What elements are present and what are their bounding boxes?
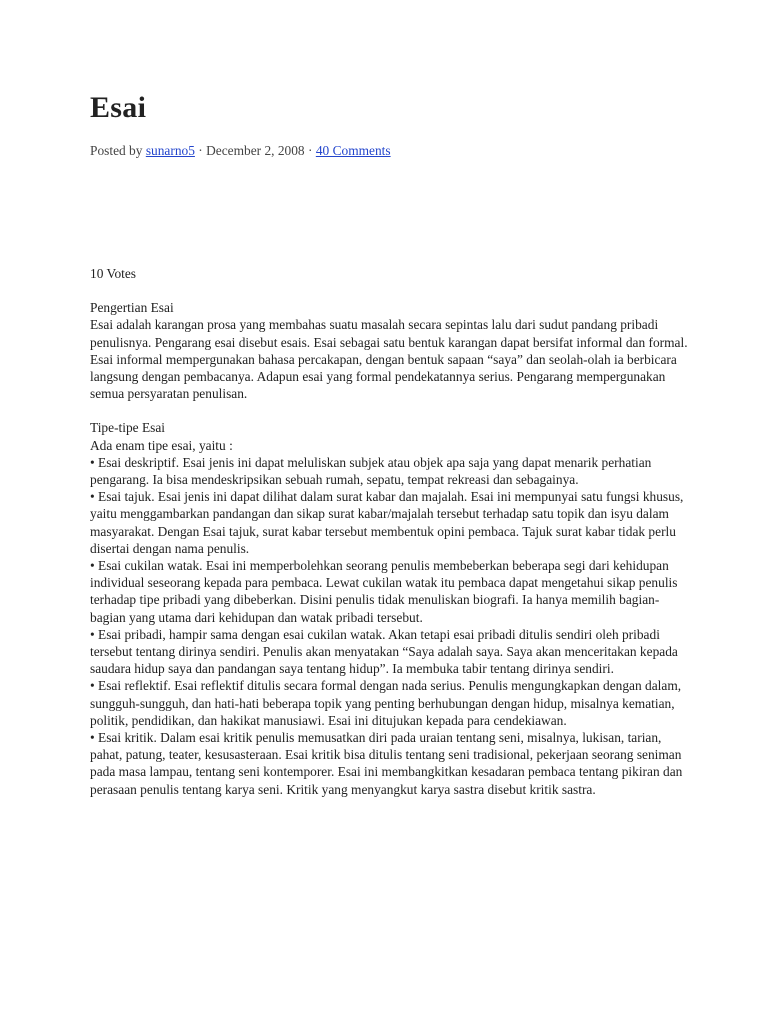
section-tipe <box>90 419 690 797</box>
section-pengertian <box>90 299 690 402</box>
paragraph: Esai adalah karangan prosa yang membahas suatu masalah secara sepintas lalu dari sudut pandang pribadi penulisnya. Pengarang esai disebut esais. Esai sebagai satu bentuk karangan dapat bersifat informal dan formal. Esai informal mempergunakan bahasa percakapan, dengan bentuk sapaan “saya” dan seolah-olah ia berbicara langsung dengan pembacanya. Adapun esai yang formal pendekatannya serius. Pengarang mempergunakan semua persyaratan penulisan. <box>90 317 688 402</box>
meta-separator: · <box>308 143 313 158</box>
list-item: • Esai deskriptif. Esai jenis ini dapat meluliskan subjek atau objek apa saja yang dapat menarik perhatian pengarang. Ia bisa mendeskripsikan sebuah rumah, sepatu, tempat rekreasi dan sebagainya. <box>90 454 652 488</box>
list-item: • Esai tajuk. Esai jenis ini dapat dilihat dalam surat kabar dan majalah. Esai ini mempunyai satu fungsi khusus, yaitu menggambarkan pandangan dan sikap surat kabar/majalah tersebut terhadap satu topik dan isyu dalam masyarakat. Dengan Esai tajuk, surat kabar tersebut membentuk opini pembaca. Tajuk surat kabar tidak perlu disertai dengan nama penulis. <box>90 489 684 556</box>
post-date: December 2, 2008 <box>206 143 305 158</box>
comments-link[interactable]: 40 Comments <box>315 143 391 158</box>
author-link[interactable]: sunarno5 <box>145 143 195 158</box>
list-item: • Esai reflektif. Esai reflektif ditulis secara formal dengan nada serius. Penulis mengungkapkan dengan dalam, sungguh-sungguh, dan hati-hati beberapa topik yang penting berhubungan dengan hidup, misalnya kematian, politik, pendidikan, dan hakikat manusiawi. Esai ini ditujukan kepada para cendekiawan. <box>90 678 682 728</box>
post-header <box>90 88 690 160</box>
section-heading: Pengertian Esai <box>90 300 174 316</box>
posted-by-label: Posted by <box>90 143 143 158</box>
page-title: Esai <box>90 91 147 124</box>
vote-count: 10 Votes <box>90 266 137 281</box>
list-item: • Esai pribadi, hampir sama dengan esai cukilan watak. Akan tetapi esai pribadi ditulis sendiri oleh pribadi tersebut tentang dirinya sendiri. Penulis akan menyatakan “Saya adalah saya. Saya akan menceritakan kepada saudara hidup saya dan pandangan saya tentang hidup”. Ia membuka tabir tentang dirinya sendiri. <box>90 626 678 677</box>
list-item: • Esai cukilan watak. Esai ini memperbolehkan seorang penulis membeberkan beberapa segi dari kehidupan individual seseorang kepada para pembaca. Lewat cukilan watak itu pembaca dapat mengetahui sikap penulis terhadap tipe pribadi yang dibeberkan. Disini penulis tidak menuliskan biografi. Ia hanya memilih bagian-bagian yang utama dari kehidupan dan watak pribadi tersebut. <box>90 558 678 625</box>
post-body <box>90 265 690 815</box>
list-item: • Esai kritik. Dalam esai kritik penulis memusatkan diri pada uraian tentang seni, misalnya, lukisan, tarian, pahat, patung, teater, kesusasteraan. Esai kritik bisa ditulis tentang seni tradisional, pekerjaan seorang seniman pada masa lampau, tentang seni kontemporer. Esai ini membangkitkan kesadaran pembaca tentang pikiran dan perasaan penulis tentang karya seni. Kritik yang menyangkut karya sastra disebut kritik sastra. <box>90 730 683 797</box>
meta-separator: · <box>198 143 203 158</box>
paragraph-intro: Ada enam tipe esai, yaitu : <box>90 437 233 453</box>
post-meta <box>90 142 690 160</box>
section-heading: Tipe-tipe Esai <box>90 420 166 436</box>
